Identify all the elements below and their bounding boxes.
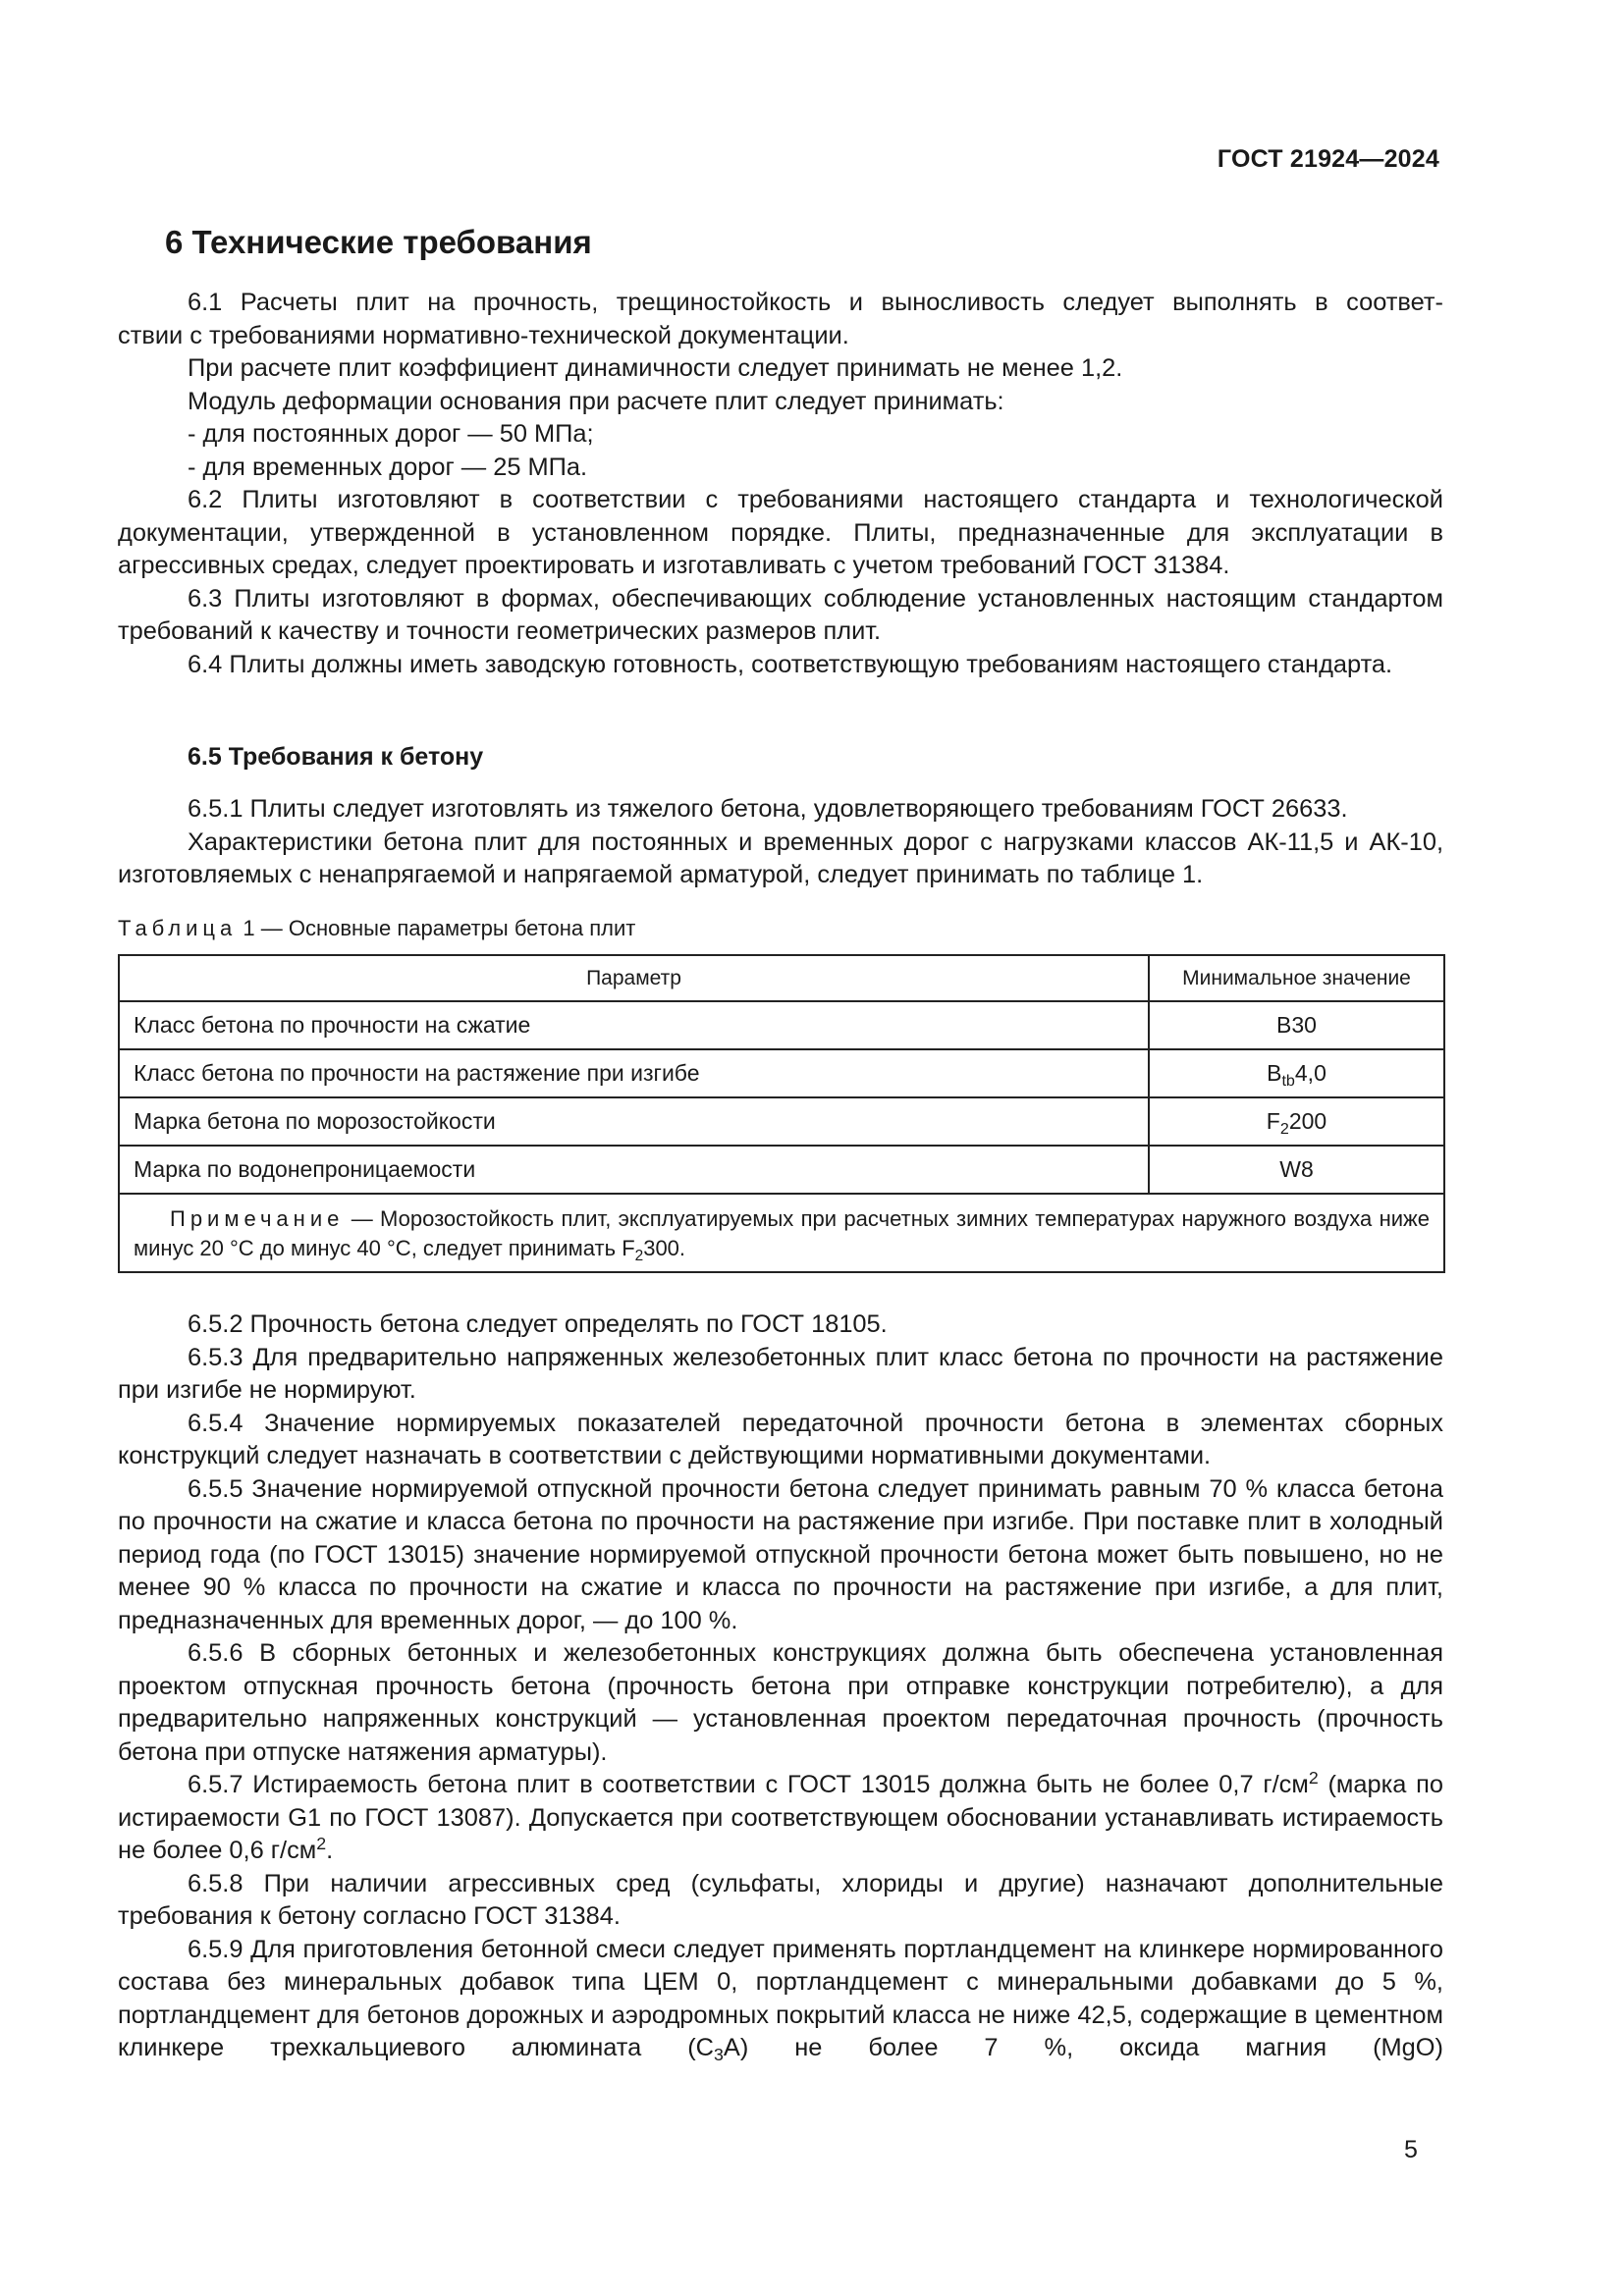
superscript-squared: 2	[1308, 1768, 1319, 1788]
value-cell: B30	[1149, 1001, 1444, 1049]
table-note-row	[119, 1194, 1444, 1272]
value-subscript: tb	[1281, 1072, 1295, 1090]
table-row	[119, 1146, 1444, 1194]
page-number: 5	[1404, 2136, 1418, 2163]
table-caption	[118, 916, 635, 941]
paragraph-6-1-line2: ствии с требованиями нормативно-технической документации.	[118, 321, 849, 349]
paragraph-6-5-3: 6.5.3 Для предварительно напряженных железобетонных плит класс бетона по прочности на растяжение при изгибе не нормируют.	[118, 1343, 1443, 1404]
paragraph-6-5-7	[118, 1769, 1443, 1868]
table-caption-label: Таблица	[118, 916, 238, 940]
paragraph-6-5-2: 6.5.2 Прочность бетона следует определять по ГОСТ 18105.	[188, 1310, 888, 1338]
table-row	[119, 1001, 1444, 1049]
after-table-text-block	[118, 1308, 1443, 2065]
paragraph-6-5-7-part2: (марка по истираемости G1 по ГОСТ 13087). Допускается при соответствующем обосновании устанавливать истираемость не более 0,6 г/см	[118, 1771, 1443, 1864]
paragraph-deformation-modulus: Модуль деформации основания при расчете плит следует принимать:	[188, 387, 1004, 415]
paragraph-6-5-6: 6.5.6 В сборных бетонных и железобетонных конструкциях должна быть обеспечена установленная проектом отпускная прочность бетона (прочность бетона при отправке конструкции потребителю), а для предварительно напряженных конструкций — установленная проектом передаточная прочность (прочность бетона при отпуске натяжения арматуры).	[118, 1639, 1443, 1766]
intro-text-block	[118, 287, 1443, 681]
value-subscript: 2	[1279, 1120, 1289, 1138]
table-header-row	[119, 955, 1444, 1001]
subscript-three: 3	[714, 2045, 724, 2064]
note-tail: 300.	[643, 1236, 686, 1260]
column-header-parameter: Параметр	[119, 955, 1149, 1001]
section-title: 6 Технические требования	[165, 224, 592, 260]
subsection-title: 6.5 Требования к бетону	[188, 743, 484, 771]
paragraph-6-4: 6.4 Плиты должны иметь заводскую готовность, соответствующую требованиям настоящего стандарта.	[188, 650, 1393, 678]
value-cell	[1149, 1097, 1444, 1146]
value-tail: 200	[1288, 1108, 1327, 1134]
standard-code-header: ГОСТ 21924—2024	[1217, 145, 1439, 173]
paragraph-dynamic-coefficient: При расчете плит коэффициент динамичности следует принимать не менее 1,2.	[188, 354, 1123, 382]
paragraph-concrete-characteristics: Характеристики бетона плит для постоянных и временных дорог с нагрузками классов АК-11,5 и АК-10, изготовляемых с ненапрягаемой и напрягаемой арматурой, следует принимать по таблице 1.	[118, 828, 1443, 888]
paragraph-6-5-9	[118, 1934, 1443, 2065]
value-cell: W8	[1149, 1146, 1444, 1194]
value-main: F	[1266, 1108, 1280, 1134]
superscript-squared: 2	[316, 1834, 327, 1853]
table-caption-text: 1 — Основные параметры бетона плит	[243, 916, 636, 940]
param-cell: Класс бетона по прочности на сжатие	[119, 1001, 1149, 1049]
note-text: — Морозостойкость плит, эксплуатируемых при расчетных зимних температурах наружного воздуха ниже минус 20 °С до минус 40 °С, следует принимать F	[134, 1206, 1430, 1260]
paragraph-6-1-line1: 6.1 Расчеты плит на прочность, трещиностойкость и выносливость следует выполнять в соответ-	[188, 289, 1443, 316]
param-cell: Марка по водонепроницаемости	[119, 1146, 1149, 1194]
value-tail: 4,0	[1294, 1060, 1326, 1086]
paragraph-6-5-4: 6.5.4 Значение нормируемых показателей передаточной прочности бетона в элементах сборных конструкций следует назначать в соответствии с действующими нормативными документами.	[118, 1409, 1443, 1469]
list-item-temporary-roads: - для временных дорог — 25 МПа.	[188, 453, 588, 481]
table-row	[119, 1097, 1444, 1146]
list-item-permanent-roads: - для постоянных дорог — 50 МПа;	[188, 420, 594, 448]
note-label: Примечание	[170, 1206, 345, 1231]
paragraph-6-3: 6.3 Плиты изготовляют в формах, обеспечивающих соблюдение установленных настоящим стандартом требований к качеству и точности геометрических размеров плит.	[118, 584, 1443, 645]
table-note	[119, 1194, 1444, 1272]
concrete-text-block	[118, 793, 1443, 892]
paragraph-6-2: 6.2 Плиты изготовляют в соответствии с требованиями настоящего стандарта и технологической документации, утвержденной в установленном порядке. Плиты, предназначенные для эксплуатации в агрессивных средах, следует проектировать и изготавливать с учетом требований ГОСТ 31384.	[118, 486, 1443, 579]
param-cell: Класс бетона по прочности на растяжение при изгибе	[119, 1049, 1149, 1097]
paragraph-6-5-9-part1: 6.5.9 Для приготовления бетонной смеси следует применять портландцемент на клинкере нормированного состава без минеральных добавок типа ЦЕМ 0, портландцемент с минеральными добавками до 5 %, портландцемент для бетонов дорожных и аэродромных покрытий класса не ниже 42,5, содержащие в цементном клинкере трехкальциевого алюмината (С	[118, 1935, 1443, 2061]
paragraph-6-5-7-part1: 6.5.7 Истираемость бетона плит в соответствии с ГОСТ 13015 должна быть не более 0,7 г/см	[188, 1771, 1309, 1798]
paragraph-6-5-9-part2: А) не более 7 %, оксида магния (MgO)	[723, 2034, 1444, 2061]
note-subscript: 2	[634, 1248, 644, 1264]
param-cell: Марка бетона по морозостойкости	[119, 1097, 1149, 1146]
paragraph-6-5-8: 6.5.8 При наличии агрессивных сред (сульфаты, хлориды и другие) назначают дополнительные требования к бетону согласно ГОСТ 31384.	[118, 1869, 1443, 1930]
paragraph-6-5-7-part3: .	[326, 1837, 334, 1864]
concrete-parameters-table	[118, 954, 1445, 1273]
value-cell	[1149, 1049, 1444, 1097]
table-row	[119, 1049, 1444, 1097]
paragraph-6-5-1: 6.5.1 Плиты следует изготовлять из тяжелого бетона, удовлетворяющего требованиям ГОСТ 26633.	[188, 795, 1348, 823]
paragraph-6-5-5: 6.5.5 Значение нормируемой отпускной прочности бетона следует принимать равным 70 % класса бетона по прочности на сжатие и класса бетона по прочности на растяжение при изгибе. При поставке плит в холодный период года (по ГОСТ 13015) значение нормируемой отпускной прочности бетона может быть повышено, но не менее 90 % класса по прочности на сжатие и класса по прочности на растяжение при изгибе, а для плит, предназначенных для временных дорог, — до 100 %.	[118, 1474, 1443, 1634]
column-header-min-value: Минимальное значение	[1149, 955, 1444, 1001]
value-main: B	[1267, 1060, 1282, 1086]
